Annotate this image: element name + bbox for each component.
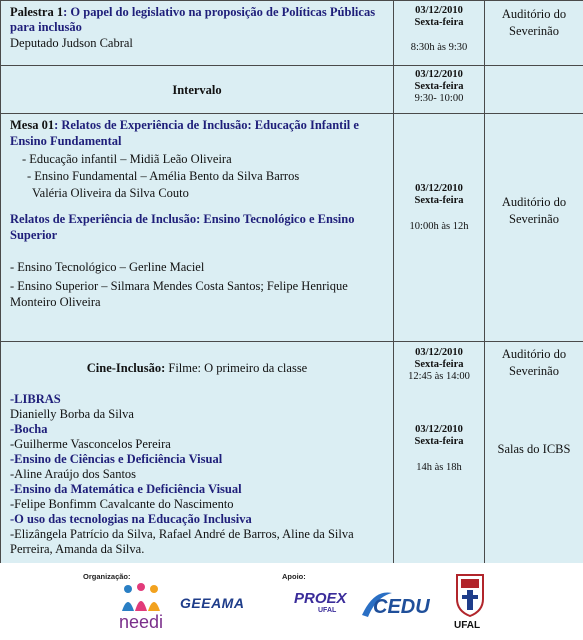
sponsor-footer <box>0 563 583 640</box>
list-item: Valéria Oliveira da Silva Couto <box>32 186 189 200</box>
datetime-cell <box>394 1 485 66</box>
event-cell <box>1 114 394 342</box>
time-text: 14h às 18h <box>416 462 462 473</box>
list-item: - Ensino Fundamental – Amélia Bento da Silva Barros <box>27 169 300 183</box>
cedu-wordmark: CEDU <box>373 596 430 618</box>
list-item: - Ensino Tecnológico – Gerline Maciel <box>10 260 205 274</box>
geeama-logo: GEEAMA <box>180 595 245 611</box>
sub-title: Relatos de Experiência de Inclusão: Ensino Tecnológico e Ensino Superior <box>10 212 355 242</box>
workshop-title: Ensino da Matemática e Deficiência Visual <box>14 482 242 496</box>
weekday-text: Sexta-feira <box>414 436 464 447</box>
venue-line: Auditório do <box>501 195 567 209</box>
venue-cell <box>485 114 583 342</box>
date-text: 03/12/2010 <box>415 183 463 194</box>
proex-wordmark: PROEX <box>294 590 347 607</box>
weekday-text: Sexta-feira <box>414 81 464 92</box>
venue-cell <box>485 1 583 66</box>
venue-line: Severinão <box>509 364 559 378</box>
workshop-title: Bocha <box>14 422 48 436</box>
workshop-title: Ensino de Ciências e Deficiência Visual <box>14 452 223 466</box>
schedule-row-palestra <box>1 1 583 66</box>
ufal-wordmark: UFAL <box>454 620 481 631</box>
workshop-name: Dianielly Borba da Silva <box>10 407 134 421</box>
date-text: 03/12/2010 <box>415 5 463 16</box>
list-item: - Ensino Superior – Silmara Mendes Costa Santos; Felipe Henrique Monteiro Oliveira <box>10 279 348 309</box>
workshop-title: O uso das tecnologias na Educação Inclusiva <box>14 512 252 526</box>
workshop-title: LIBRAS <box>14 392 61 406</box>
support-label: Apoio: <box>282 572 306 581</box>
ufal-logo <box>453 573 487 637</box>
speaker-name: Deputado Judson Cabral <box>10 36 133 50</box>
event-key: Palestra 1 <box>10 5 64 19</box>
workshop-name: -Felipe Bonfimm Cavalcante do Nascimento <box>10 497 234 511</box>
event-cell <box>1 1 394 66</box>
time-text: 8:30h às 9:30 <box>410 42 468 53</box>
venue-line: Auditório do <box>501 7 567 21</box>
event-title: Intervalo <box>172 82 222 97</box>
event-title: : O papel do legislativo na proposição de Políticas Públicas para inclusão <box>10 5 376 34</box>
venue-line: Auditório do <box>501 347 567 361</box>
time-text: 9:30- 10:00 <box>414 93 464 104</box>
weekday-text: Sexta-feira <box>414 359 464 370</box>
time-text: 12:45 às 14:00 <box>408 371 470 382</box>
needi-logo <box>118 583 164 635</box>
schedule-row-cine <box>1 342 583 564</box>
needi-wordmark: needi <box>119 612 164 632</box>
time-text: 10:00h às 12h <box>409 221 469 232</box>
workshop-name: -Guilherme Vasconcelos Pereira <box>10 437 171 451</box>
venue-line: Severinão <box>509 24 559 38</box>
event-title: : Relatos de Experiência de Inclusão: Educação Infantil e Ensino Fundamental <box>10 118 359 148</box>
proex-logo <box>294 590 348 620</box>
workshop-name: -Aline Araújo dos Santos <box>10 467 137 481</box>
event-cell <box>1 66 394 114</box>
event-key: Cine-Inclusão: <box>86 361 166 375</box>
weekday-text: Sexta-feira <box>414 17 464 28</box>
datetime-cell <box>394 342 485 564</box>
datetime-cell <box>394 66 485 114</box>
schedule-row-intervalo <box>1 66 583 114</box>
event-cell: Cine-Inclusão: Filme: O primeiro da classe -LIBRAS Dianielly Borba da Silva -Bocha -Guilherme Vasconcelos Pereira -Ensino de Ciências e Deficiência Visual -Aline Araújo dos Santos -Ensino da Matemática e Deficiência Visual -Felipe Bonfimm Cavalcante do Nascimento -O uso das tecnologias na Educação Inclusiva -Elizângela Patrício da Silva, Rafael André de Barros, Aline da Silva Perreira, Amanda da Silva. <box>1 342 394 564</box>
ufal-shield-icon <box>455 573 485 617</box>
cedu-logo <box>360 587 436 621</box>
event-key: Mesa 01 <box>10 118 55 132</box>
people-icon <box>118 583 164 613</box>
weekday-text: Sexta-feira <box>414 195 464 206</box>
venue-cell <box>485 342 583 564</box>
list-item: - Educação infantil – Midiã Leão Oliveira <box>22 152 232 166</box>
date-text: 03/12/2010 <box>415 347 463 358</box>
schedule-row-mesa <box>1 114 583 342</box>
event-title: Filme: O primeiro da classe <box>165 361 308 375</box>
organization-label: Organização: <box>83 572 131 581</box>
date-text: 03/12/2010 <box>415 69 463 80</box>
venue-cell <box>485 66 583 114</box>
workshop-name: -Elizângela Patrício da Silva, Rafael André de Barros, Aline da Silva Perreira, Amanda da Silva. <box>10 527 354 556</box>
date-text: 03/12/2010 <box>415 424 463 435</box>
datetime-cell <box>394 114 485 342</box>
venue-line: Severinão <box>509 212 559 226</box>
proex-subtitle: UFAL <box>318 607 337 614</box>
venue-line: Salas do ICBS <box>497 442 571 456</box>
